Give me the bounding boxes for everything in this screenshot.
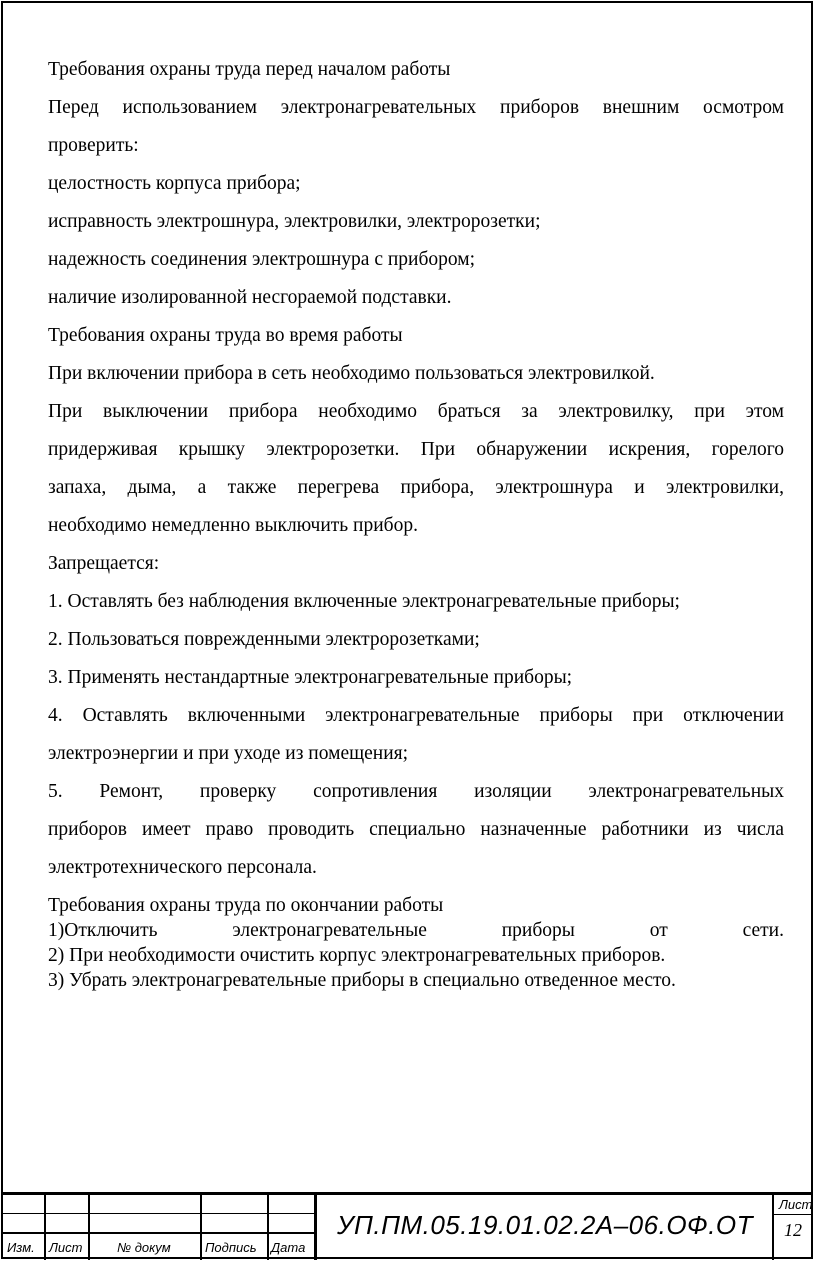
list-item: 1)Отключить электронагревательные приборы от сети.: [48, 920, 784, 941]
paragraph-line: необходимо немедленно выключить прибор.: [48, 515, 418, 536]
column-label-signature: Подпись: [205, 1240, 257, 1255]
paragraph-line: При выключении прибора необходимо браться за электровилку, при этом: [48, 401, 784, 422]
list-item: наличие изолированной несгораемой подставки.: [48, 287, 452, 308]
paragraph-line: запаха, дыма, а также перегрева прибора, электрошнура и электровилки,: [48, 477, 784, 498]
document-code: УП.ПМ.05.19.01.02.2А–06.ОФ.ОТ: [336, 1210, 754, 1240]
list-item: 3) Убрать электронагревательные приборы в специально отведенное место.: [48, 970, 676, 991]
list-item: 5. Ремонт, проверку сопротивления изоляции электронагревательных: [48, 781, 784, 802]
heading-after-work: Требования охраны труда по окончании работы: [48, 895, 444, 916]
sheet-label: Лист: [779, 1197, 813, 1212]
list-item: электроэнергии и при уходе из помещения;: [48, 743, 409, 764]
list-item: 4. Оставлять включенными электронагревательные приборы при отключении: [48, 705, 784, 726]
title-block: [1, 1192, 813, 1260]
list-item: электротехнического персонала.: [48, 857, 317, 878]
paragraph-line: придерживая крышку электророзетки. При обнаружении искрения, горелого: [48, 439, 784, 460]
heading-during-work: Требования охраны труда во время работы: [48, 325, 403, 346]
list-item: исправность электрошнура, электровилки, электророзетки;: [48, 211, 541, 232]
before-intro-line-2: проверить:: [48, 135, 139, 156]
list-item: 1. Оставлять без наблюдения включенные электронагревательные приборы;: [48, 591, 680, 612]
paragraph-line: При включении прибора в сеть необходимо пользоваться электровилкой.: [48, 363, 655, 384]
column-label-doc-number: № докум: [117, 1240, 171, 1255]
list-item: целостность корпуса прибора;: [48, 173, 301, 194]
list-item: приборов имеет право проводить специально назначенные работники из числа: [48, 819, 784, 840]
column-label-sheet: Лист: [49, 1240, 83, 1255]
before-intro-line-1: Перед использованием электронагревательных приборов внешним осмотром: [48, 97, 784, 118]
list-item: 3. Применять нестандартные электронагревательные приборы;: [48, 667, 573, 688]
list-item: 2) При необходимости очистить корпус электронагревательных приборов.: [48, 945, 666, 966]
sheet-number: 12: [784, 1220, 802, 1240]
list-item: 2. Пользоваться поврежденными электророзетками;: [48, 629, 480, 650]
column-label-date: Дата: [271, 1240, 306, 1255]
forbidden-label: Запрещается:: [48, 553, 160, 574]
heading-before-work: Требования охраны труда перед началом работы: [48, 59, 451, 80]
column-label-change: Изм.: [7, 1240, 35, 1255]
list-item: надежность соединения электрошнура с прибором;: [48, 249, 476, 270]
